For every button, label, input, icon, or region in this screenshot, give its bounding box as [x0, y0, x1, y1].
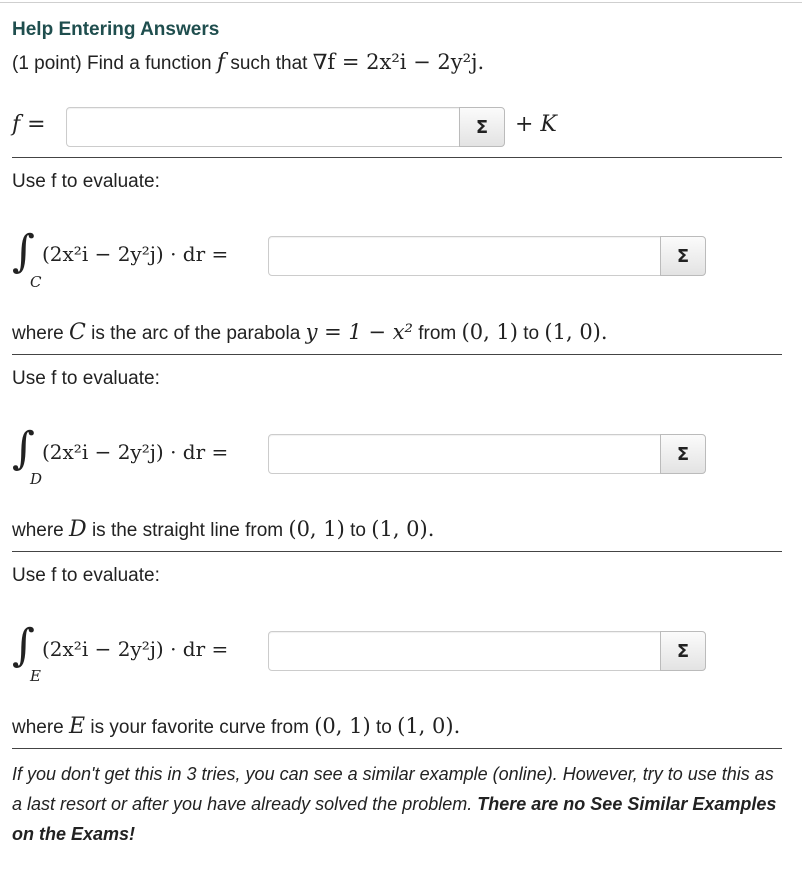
- integrand-d: (2x²i − 2y²j) · dr =: [42, 440, 229, 464]
- where-d-text: where D is the straight line from (0, 1) to (1, 0).: [12, 517, 435, 542]
- integral-e-equation-editor-button[interactable]: [660, 631, 706, 671]
- f-equation-editor-button[interactable]: [459, 107, 505, 147]
- where-e-text: where E is your favorite curve from (0, 1) to (1, 0).: [12, 714, 461, 739]
- divider: [12, 748, 782, 749]
- integral-sign-c: ∫: [12, 226, 35, 277]
- integral-sign-e: ∫: [12, 620, 35, 671]
- sigma-icon: Σ: [676, 245, 690, 267]
- footer-note: [12, 759, 787, 849]
- f-symbol: f: [216, 50, 226, 75]
- f-answer-input[interactable]: [66, 107, 460, 147]
- integral-c-input[interactable]: [268, 236, 664, 276]
- use-f-label-2: Use f to evaluate:: [12, 368, 160, 389]
- plus-k-label: + K: [515, 112, 557, 137]
- integral-subscript-e: E: [30, 667, 41, 685]
- sigma-icon: Σ: [676, 640, 690, 662]
- use-f-label-1: Use f to evaluate:: [12, 171, 160, 192]
- divider: [12, 354, 782, 355]
- integral-subscript-d: D: [30, 470, 43, 488]
- integral-e-input[interactable]: [268, 631, 664, 671]
- help-entering-answers-link[interactable]: Help Entering Answers: [12, 19, 220, 40]
- integrand-e: (2x²i − 2y²j) · dr =: [42, 637, 229, 661]
- integral-d-input[interactable]: [268, 434, 664, 474]
- top-border: [0, 2, 802, 3]
- note-plain: If you don't get this in 3 tries, you can see a similar example (online). However, try to use this as a last resort or after you have already solved the problem.: [12, 764, 774, 814]
- such-that-text: such that: [230, 53, 308, 74]
- points-text: (1 point) Find a function: [12, 53, 212, 74]
- problem-statement: [12, 50, 484, 75]
- sigma-icon: Σ: [676, 443, 690, 465]
- divider: [12, 551, 782, 552]
- note-bold: There are no See Similar Examples on the Exams!: [12, 794, 777, 844]
- f-equals-label: f =: [12, 112, 46, 137]
- where-c-text: where C is the arc of the parabola y = 1 − x² from (0, 1) to (1, 0).: [12, 320, 608, 345]
- integral-c-equation-editor-button[interactable]: [660, 236, 706, 276]
- divider: [12, 157, 782, 158]
- integral-sign-d: ∫: [12, 423, 35, 474]
- use-f-label-3: Use f to evaluate:: [12, 565, 160, 586]
- integrand-c: (2x²i − 2y²j) · dr =: [42, 242, 229, 266]
- gradient-expression: ∇f = 2x²i − 2y²j.: [312, 50, 485, 74]
- integral-d-equation-editor-button[interactable]: [660, 434, 706, 474]
- sigma-icon: Σ: [475, 116, 489, 138]
- integral-subscript-c: C: [30, 273, 42, 291]
